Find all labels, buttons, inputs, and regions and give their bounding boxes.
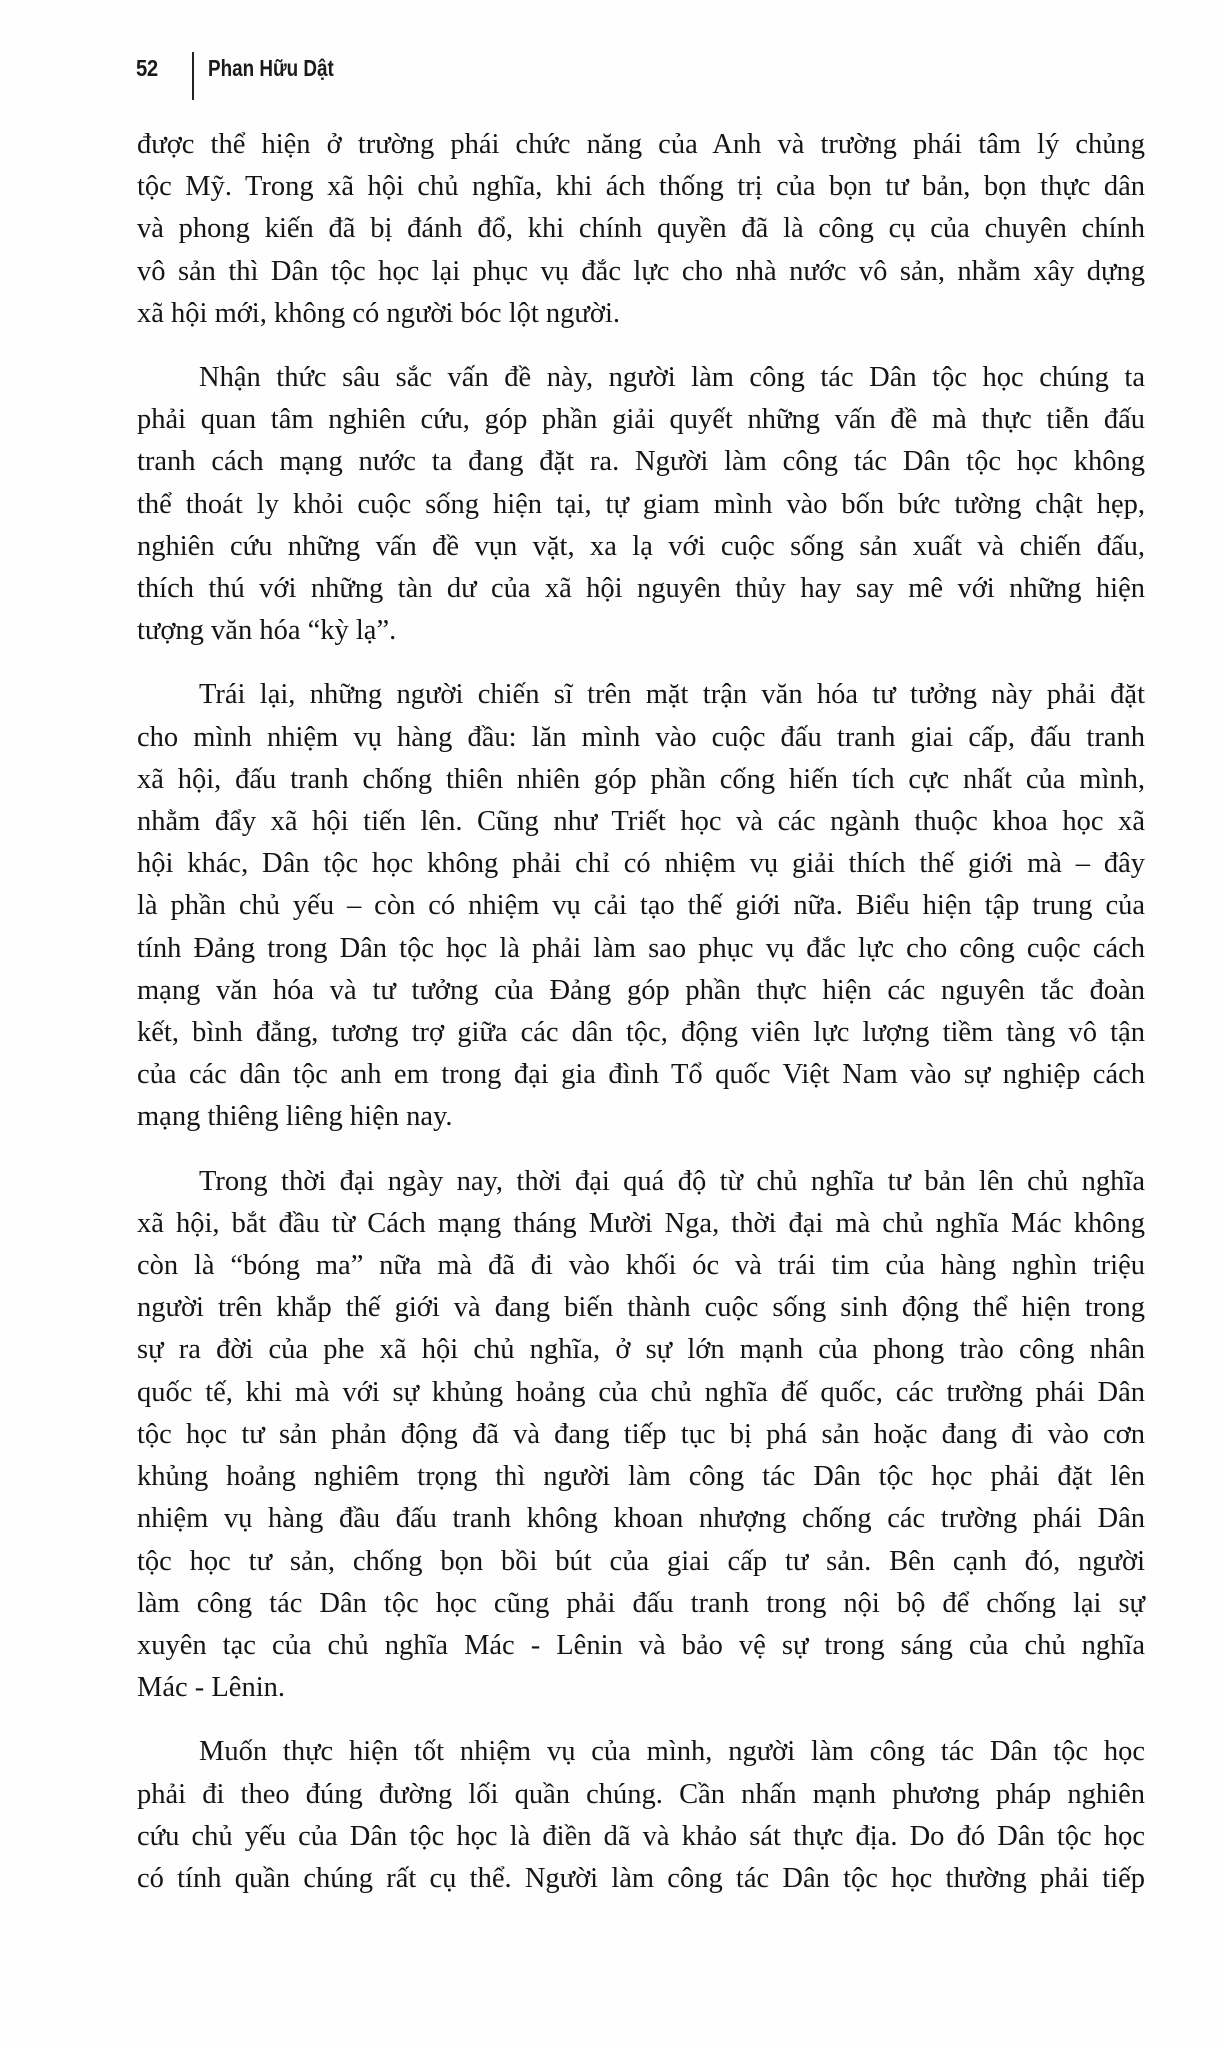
text-line: thể thoát ly khỏi cuộc sống hiện tại, tự giam mình vào bốn bức tường chật hẹp, [137, 488, 1145, 520]
text-line: Muốn thực hiện tốt nhiệm vụ của mình, người làm công tác Dân tộc học [199, 1736, 1145, 1768]
text-line: Trái lại, những người chiến sĩ trên mặt trận văn hóa tư tưởng này phải đặt [199, 679, 1145, 711]
header-divider [192, 52, 194, 100]
text-line: xã hội, bắt đầu từ Cách mạng tháng Mười Nga, thời đại mà chủ nghĩa Mác không [137, 1207, 1145, 1239]
paragraph [137, 1161, 1145, 1710]
running-header [136, 44, 361, 92]
text-line: mạng thiêng liêng hiện nay. [137, 1101, 453, 1133]
body-text [137, 124, 1145, 1922]
text-line: tính Đảng trong Dân tộc học là phải làm sao phục vụ đắc lực cho công cuộc cách [137, 932, 1145, 964]
text-line: quốc tế, khi mà với sự khủng hoảng của chủ nghĩa đế quốc, các trường phái Dân [137, 1376, 1145, 1408]
paragraph [137, 1731, 1145, 1900]
author-name: Phan Hữu Dật [208, 54, 334, 81]
text-line: hội khác, Dân tộc học không phải chỉ có nhiệm vụ giải thích thế giới mà – đây [137, 848, 1145, 880]
text-line: và phong kiến đã bị đánh đổ, khi chính quyền đã là công cụ của chuyên chính [137, 213, 1145, 245]
text-line: phải đi theo đúng đường lối quần chúng. Cần nhấn mạnh phương pháp nghiên [137, 1778, 1145, 1810]
text-line: người trên khắp thế giới và đang biến thành cuộc sống sinh động thể hiện trong [137, 1292, 1145, 1324]
text-line: sự ra đời của phe xã hội chủ nghĩa, ở sự lớn mạnh của phong trào công nhân [137, 1334, 1145, 1366]
text-line: nhiệm vụ hàng đầu đấu tranh không khoan nhượng chống các trường phái Dân [137, 1503, 1145, 1535]
text-line: Trong thời đại ngày nay, thời đại quá độ từ chủ nghĩa tư bản lên chủ nghĩa [199, 1165, 1145, 1197]
text-line: tượng văn hóa “kỳ lạ”. [137, 615, 397, 647]
text-line: xã hội mới, không có người bóc lột người. [137, 297, 620, 329]
text-line: tộc Mỹ. Trong xã hội chủ nghĩa, khi ách thống trị của bọn tư bản, bọn thực dân [137, 171, 1145, 203]
text-line: Mác - Lênin. [137, 1672, 285, 1704]
text-line: tranh cách mạng nước ta đang đặt ra. Người làm công tác Dân tộc học không [137, 446, 1145, 478]
text-line: Nhận thức sâu sắc vấn đề này, người làm công tác Dân tộc học chúng ta [199, 362, 1145, 394]
text-line: khủng hoảng nghiêm trọng thì người làm công tác Dân tộc học phải đặt lên [137, 1461, 1145, 1493]
text-line: của các dân tộc anh em trong đại gia đình Tổ quốc Việt Nam vào sự nghiệp cách [137, 1059, 1145, 1091]
text-line: nhằm đẩy xã hội tiến lên. Cũng như Triết học và các ngành thuộc khoa học xã [137, 806, 1145, 838]
text-line: tộc học tư sản, chống bọn bồi bút của giai cấp tư sản. Bên cạnh đó, người [137, 1545, 1145, 1577]
paragraph [137, 124, 1145, 335]
text-line: được thể hiện ở trường phái chức năng của Anh và trường phái tâm lý chủng [137, 129, 1145, 160]
page-number: 52 [136, 54, 158, 81]
text-line: xã hội, đấu tranh chống thiên nhiên góp phần cống hiến tích cực nhất của mình, [137, 763, 1145, 795]
text-line: là phần chủ yếu – còn có nhiệm vụ cải tạo thế giới nữa. Biểu hiện tập trung của [137, 890, 1145, 922]
text-line: cứu chủ yếu của Dân tộc học là điền dã và khảo sát thực địa. Do đó Dân tộc học [137, 1820, 1145, 1852]
text-line: làm công tác Dân tộc học cũng phải đấu tranh trong nội bộ để chống lại sự [137, 1587, 1145, 1619]
text-line: có tính quần chúng rất cụ thể. Người làm công tác Dân tộc học thường phải tiếp [137, 1862, 1145, 1894]
text-line: tộc học tư sản phản động đã và đang tiếp tục bị phá sản hoặc đang đi vào cơn [137, 1418, 1145, 1450]
text-line: thích thú với những tàn dư của xã hội nguyên thủy hay say mê với những hiện [137, 573, 1145, 605]
text-line: còn là “bóng ma” nữa mà đã đi vào khối óc và trái tim của hàng nghìn triệu [137, 1250, 1145, 1282]
text-line: vô sản thì Dân tộc học lại phục vụ đắc lực cho nhà nước vô sản, nhằm xây dựng [137, 255, 1145, 287]
paragraph [137, 674, 1145, 1138]
text-line: phải quan tâm nghiên cứu, góp phần giải quyết những vấn đề mà thực tiễn đấu [137, 404, 1145, 436]
paragraph [137, 357, 1145, 652]
text-line: nghiên cứu những vấn đề vụn vặt, xa lạ với cuộc sống sản xuất và chiến đấu, [137, 530, 1145, 562]
text-line: kết, bình đẳng, tương trợ giữa các dân tộc, động viên lực lượng tiềm tàng vô tận [137, 1017, 1145, 1049]
text-line: mạng văn hóa và tư tưởng của Đảng góp phần thực hiện các nguyên tắc đoàn [137, 974, 1145, 1006]
text-line: cho mình nhiệm vụ hàng đầu: lăn mình vào cuộc đấu tranh giai cấp, đấu tranh [137, 721, 1145, 753]
text-line: xuyên tạc của chủ nghĩa Mác - Lênin và bảo vệ sự trong sáng của chủ nghĩa [137, 1629, 1145, 1661]
